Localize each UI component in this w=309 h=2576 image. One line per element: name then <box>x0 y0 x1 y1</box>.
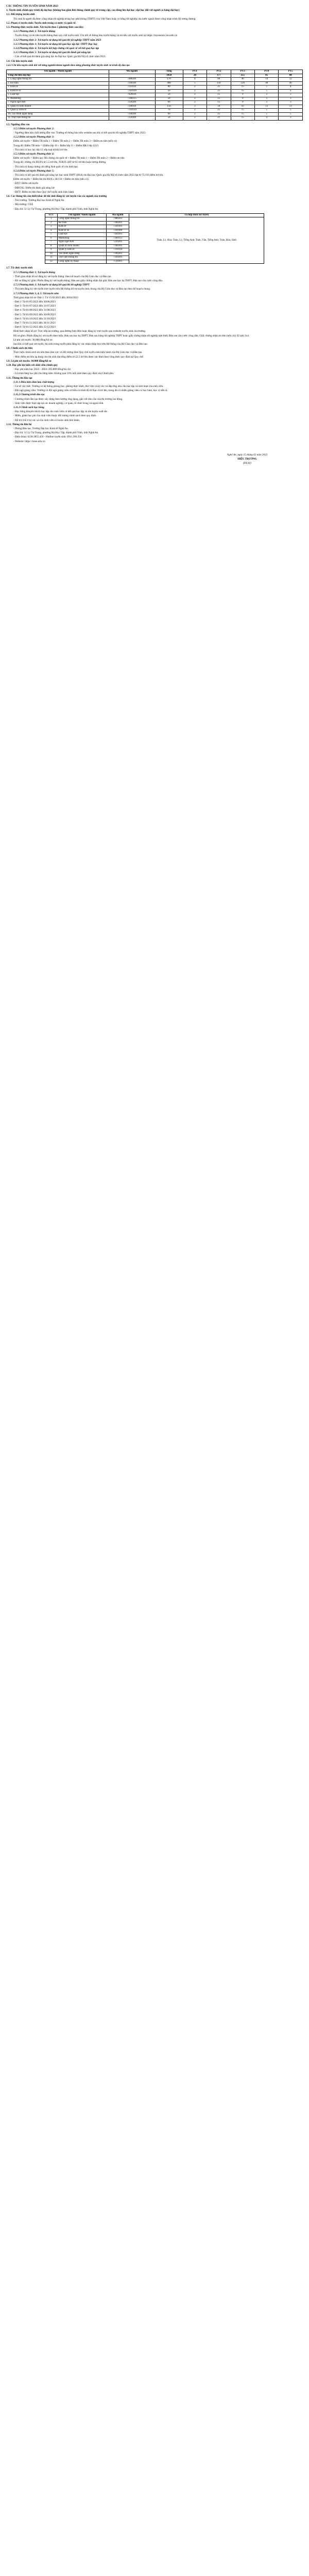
paragraph: - Đợt 2: Từ 01/05/2023 đến 30/06/2023 <box>13 300 56 303</box>
table-row <box>45 217 264 222</box>
table-cell: 3 <box>183 105 207 109</box>
quota-table <box>6 70 303 121</box>
section-1-4-heading: 1.4. Chỉ tiêu tuyển sinh <box>6 59 33 63</box>
paragraph: - Điện thoại: 0238.3855.456 - Hotline tuyển sinh: 0911.366.356 <box>13 435 82 439</box>
paragraph: 1.5.4 Điểm xét tuyển Phương thức 5: <box>13 169 55 173</box>
table-cell: 400 <box>155 81 183 86</box>
table-cell: 8. Quản trị kinh doanh <box>7 105 109 109</box>
paragraph: 1.7.3 Phương thức 3, 4, 5: Xét tuyển sớm <box>13 292 59 295</box>
table-cell: 25 <box>207 86 231 90</box>
quota-header-cell: PT5 <box>279 70 303 74</box>
section-1-8-body <box>6 350 303 359</box>
combination-header-cell: STT <box>45 213 57 217</box>
table-row <box>7 81 303 86</box>
table-cell: 5 <box>45 233 57 237</box>
table-cell: 7340301 <box>107 221 129 225</box>
table-cell: 7220201 <box>109 101 155 105</box>
paragraph: 1.11.3 Chính sách học bổng <box>13 406 44 410</box>
table-cell: 70 <box>155 109 183 113</box>
table-cell: 15 <box>207 101 231 105</box>
paragraph: - Mức điểm ưu tiên áp dụng cho thí sinh đạt tổng điểm từ 22,5 trở lên được xác định theo công thức quy định tại Quy chế. <box>13 355 144 359</box>
section-1-heading: 1. Tuyển sinh chính quy trình độ đại học (không bao gồm liên thông chính quy từ trung cấp, cao đẳng lên đại học; đại học đối với người có bằng đại học) <box>6 9 180 12</box>
paragraph: Lệ phí xét tuyển: 30.000 đồng/hồ sơ. <box>13 338 53 342</box>
paragraph: - Sinh viên được thực tập tại các doanh nghiệp, cơ quan, tổ chức trong và ngoài tỉnh. <box>13 401 104 405</box>
paragraph: - Đợt 8: Từ 01/12/2023 đến 25/12/2023 <box>13 326 56 329</box>
paragraph: - Thí sinh có học lực lớp 12 xếp loại từ khá trở lên. <box>13 148 68 151</box>
paragraph: - Cơ sở vật chất: Trường có hệ thống phòng học, phòng thực hành, thư viện và ký túc xá đáp ứng nhu cầu học tập và sinh hoạt của sinh viên. <box>13 385 164 388</box>
table-cell: 4 <box>45 229 57 233</box>
table-cell: 3 <box>279 116 303 121</box>
table-cell: 11 <box>45 256 57 260</box>
table-cell: 15 <box>231 86 254 90</box>
paragraph: - Địa chỉ: 51 Lý Tự Trọng, phường Hà Huy Tập, thành phố Vinh, tỉnh Nghệ An <box>13 207 98 211</box>
table-cell: Quản lý kinh tế <box>57 248 107 252</box>
table-cell: 2 <box>183 116 207 121</box>
quota-header-cell: PT1 <box>183 70 207 74</box>
paragraph: - Học bổng khuyến khích học tập cho sinh viên có kết quả học tập và rèn luyện xuất sắc. <box>13 410 108 414</box>
section-1-3-heading: 1.3. Phương thức tuyển sinh: Xét tuyển theo 5 phương thức sau đây: <box>6 26 84 29</box>
paragraph: - ĐĐGNL: Điểm thi đánh giá năng lực <box>13 186 55 190</box>
paragraph: - Website: https://naue.edu.vn <box>13 439 45 443</box>
combination-table-body <box>45 217 264 264</box>
paragraph: - Hồ sơ đăng ký gồm: Phiếu đăng ký xét tuyển thẳng; Bản sao giấy chứng nhận đạt giải; Bản sao học bạ THPT; Bản sao căn cước công dân. <box>13 279 163 282</box>
table-cell: 11. Thư viện thông tin <box>7 116 109 121</box>
table-cell: 1050 <box>155 74 183 78</box>
table-cell: 7340101 <box>107 244 129 248</box>
section-1-10-heading: 1.10. Học phí dự kiến với sinh viên chính quy <box>6 363 58 367</box>
section-1-12-body <box>6 427 303 444</box>
table-cell: Công nghệ thông tin <box>57 217 107 222</box>
table-cell: 120 <box>231 81 254 86</box>
paragraph: Thực hiện chính sách ưu tiên theo khu vực và đối tượng theo Quy chế tuyển sinh hiện hành của Bộ Giáo dục và Đào tạo. <box>13 351 143 354</box>
table-row <box>7 101 303 105</box>
table-cell: 50 <box>155 89 183 93</box>
section-1-5-heading: 1.5. Ngưỡng đầu vào <box>6 123 30 126</box>
paragraph: - Căn cứ kết quả thi đánh giá năng lực do Đại học Quốc gia Hà Nội tổ chức năm 2023. <box>13 55 106 59</box>
paragraph: 1.11.1 Điều kiện đảm bảo chất lượng <box>13 380 55 384</box>
table-cell: 3 <box>255 101 279 105</box>
table-cell: 80 <box>155 86 183 90</box>
table-cell: 5 <box>255 86 279 90</box>
quota-header-cell: Tổng <box>155 70 183 74</box>
table-cell: 13 <box>255 105 279 109</box>
table-cell: 7420101 <box>109 93 155 97</box>
paragraph: Điểm xét tuyển = Điểm bài thi HSA x 30/150 + Điểm ưu tiên (nếu có) <box>13 178 89 181</box>
paragraph: - Tên trường: Trường Đại học Kinh tế Nghệ An <box>13 199 64 202</box>
table-cell: 10 <box>45 252 57 256</box>
table-cell: Công nghệ kỹ thuật <box>57 260 107 264</box>
table-cell: 7220201 <box>107 241 129 245</box>
sign-place-date: Nghệ An, ngày 15 tháng 02 năm 2023 <box>227 453 268 456</box>
paragraph: 1.5.1 Điểm xét tuyển Phương thức 2: <box>13 127 55 130</box>
table-cell: 2 <box>45 221 57 225</box>
section-1-7-heading: 1.7. Tổ chức tuyển sinh <box>6 266 33 270</box>
table-cell: 13 <box>279 105 303 109</box>
paragraph: - Lộ trình tăng học phí cho từng năm: Không quá 10% mỗi năm theo quy định của Chính phủ. <box>13 372 114 376</box>
paragraph: - Đợt 5: Từ 01/09/2023 đến 30/09/2023 <box>13 313 56 316</box>
table-cell: Kinh tế <box>57 225 107 229</box>
table-cell: 15 <box>231 89 254 93</box>
combination-table-header <box>45 213 264 217</box>
table-cell: Quản trị kinh doanh <box>57 244 107 248</box>
table-cell: Kế toán <box>57 221 107 225</box>
paragraph: 1.3.1 Phương thức 1: Xét tuyển thẳng <box>13 30 56 33</box>
table-cell: 6. Marketing <box>7 97 109 101</box>
table-cell: 50 <box>155 116 183 121</box>
table-cell: 43 <box>231 105 254 109</box>
table-cell: 377 <box>207 74 231 78</box>
table-cell: Tổng chỉ tiêu đại học <box>7 74 109 78</box>
table-cell: 5 <box>183 81 207 86</box>
table-cell: 7310109 <box>109 89 155 93</box>
table-cell: 7340115 <box>109 97 155 101</box>
table-cell: Luật học <box>57 233 107 237</box>
table-cell: 7340201 <box>107 252 129 256</box>
paragraph: - Đợt 4: Từ 01/08/2023 đến 31/08/2023 <box>13 309 56 312</box>
table-cell: 85 <box>255 74 279 78</box>
section-1-1-heading: 1.1. Đối tượng tuyển sinh <box>6 13 35 16</box>
table-cell: 3 <box>279 101 303 105</box>
table-cell: 80 <box>279 74 303 78</box>
section-1-2-heading: 1.2. Phạm vi tuyển sinh: Tuyển sinh trong cả nước và quốc tế. <box>6 21 76 25</box>
section-1-7-body <box>6 270 303 347</box>
paragraph: 1.7.2 Phương thức 2: Xét tuyển sử dụng kết quả thi tốt nghiệp THPT <box>13 283 90 287</box>
table-cell: 7340101 <box>109 105 155 109</box>
table-cell: 8 <box>45 244 57 248</box>
table-row <box>7 112 303 116</box>
table-cell: 2 <box>183 112 207 116</box>
table-cell: 9 <box>231 97 254 101</box>
table-cell: 15 <box>207 97 231 101</box>
table-cell: 7510301 <box>107 260 129 264</box>
paragraph: 1.7.1 Phương thức 1: Xét tuyển thẳng <box>13 270 56 274</box>
table-cell: 15 <box>231 112 254 116</box>
sign-name: (Đã ký) <box>243 462 251 465</box>
section-1-5-body <box>6 127 303 194</box>
paragraph: - Đợt 3: Từ 01/07/2023 đến 31/07/2023 <box>13 304 56 308</box>
table-cell: 7320201 <box>109 116 155 121</box>
table-cell: 12 <box>45 260 57 264</box>
paragraph: - Hỗ trợ chỗ ở ký túc xá cho sinh viên có hoàn cảnh khó khăn. <box>13 418 80 422</box>
table-cell: 25 <box>207 109 231 113</box>
paragraph: - Đợt 7: Từ 01/11/2023 đến 30/11/2023 <box>13 321 56 325</box>
paragraph: - Thời gian nhận hồ sơ đăng ký xét tuyển thẳng: theo kế hoạch của Bộ Giáo dục và Đào tạo. <box>13 275 112 278</box>
table-row <box>7 93 303 97</box>
section-1-1-body <box>6 17 303 21</box>
table-cell: 4 <box>183 78 207 82</box>
table-cell: 7420101 <box>107 233 129 237</box>
table-cell: 2 <box>183 109 207 113</box>
combination-header-cell: Mã ngành <box>107 213 129 217</box>
table-cell: 7340201 <box>109 112 155 116</box>
table-cell: 2 <box>183 89 207 93</box>
paragraph: - ĐƯT: Điểm ưu tiên theo Quy chế tuyển sinh hiện hành. <box>13 190 75 194</box>
table-cell: 3 <box>45 225 57 229</box>
paragraph: - Ngưỡng đảm bảo chất lượng đầu vào: Trường sẽ thông báo trên website sau khi có kết quả thi tốt nghiệp THPT năm 2023. <box>13 131 146 134</box>
section-1-12-heading: 1.12. Thông tin liên hệ <box>6 422 32 426</box>
table-cell: 2 <box>183 101 207 105</box>
table-row <box>7 97 303 101</box>
paragraph: - Địa chỉ: 51 Lý Tự Trọng, phường Hà Huy Tập, thành phố Vinh, tỉnh Nghệ An <box>13 431 98 435</box>
table-cell: 2 <box>183 86 207 90</box>
table-cell: 56 <box>207 105 231 109</box>
table-cell: Thư viện thông tin <box>57 256 107 260</box>
table-row <box>7 78 303 82</box>
table-cell: 12 <box>279 78 303 82</box>
table-cell: 6 <box>45 236 57 241</box>
section-1-6-body <box>6 198 303 211</box>
table-row <box>7 86 303 90</box>
quota-header-cell: PT3 <box>231 70 254 74</box>
table-cell: 40 <box>231 78 254 82</box>
table-row <box>7 109 303 113</box>
paragraph: Trong đó: chứng chỉ IELTS từ 5.5 trở lên, TOEFL iBT từ 65 trở lên hoặc tương đương. <box>13 161 107 164</box>
table-cell: 14 <box>255 78 279 82</box>
document <box>0 0 309 465</box>
section-1-3-body <box>6 29 303 59</box>
section-1-8-heading: 1.8. Chính sách ưu tiên <box>6 347 32 350</box>
sign-role: HIỆU TRƯỞNG <box>237 457 257 461</box>
section-1-10-body <box>6 367 303 376</box>
table-cell: 9 <box>231 93 254 97</box>
table-cell: Kinh tế số <box>57 229 107 233</box>
paragraph: Trong đó: Điểm TB môn = (Điểm lớp 10 + Điểm lớp 11 + Điểm HK1 lớp 12)/3 <box>13 144 99 147</box>
section-1-6-heading: 1.6. Các thông tin cần thiết khác để thí sinh đăng ký xét tuyển vào các ngành của trường <box>6 195 107 198</box>
table-row <box>7 105 303 109</box>
table-cell: 40 <box>255 81 279 86</box>
table-cell: 7340115 <box>107 236 129 241</box>
paragraph: 1.5.3 Điểm xét tuyển Phương thức 4: <box>13 152 55 156</box>
paragraph: - Chương trình đào tạo được xây dựng theo hướng ứng dụng, gắn với nhu cầu của thị trường lao động. <box>13 397 123 401</box>
quota-header-cell: PT2 <box>207 70 231 74</box>
combination-header-cell: Tổ hợp môn xét tuyển <box>129 213 264 217</box>
table-cell: 7 <box>45 241 57 245</box>
table-cell: 21 <box>207 116 231 121</box>
table-cell: 150 <box>207 81 231 86</box>
combination-table <box>45 213 264 264</box>
paragraph: - Thí sinh sử dụng chứng chỉ tiếng Anh quốc tế còn thời hạn. <box>13 165 79 168</box>
table-cell: 5 <box>279 109 303 113</box>
table-cell <box>109 74 155 78</box>
table-cell: 9. Quản lý kinh tế <box>7 109 109 113</box>
table-cell: 2 <box>183 93 207 97</box>
paragraph: - Đợt 6: Từ 01/10/2023 đến 31/10/2023 <box>13 317 56 320</box>
table-cell: 5. Luật học <box>7 93 109 97</box>
table-cell: Ngôn ngữ Anh <box>57 241 107 245</box>
table-cell: 3 <box>255 97 279 101</box>
subject-combination-cell: Toán, Lý, Hóa; Toán, Lý, Tiếng Anh; Toán, Văn, Tiếng Anh; Toán, Hóa, Sinh <box>129 217 264 264</box>
table-cell: 2. Kế toán <box>7 81 109 86</box>
table-cell: 4 <box>279 89 303 93</box>
table-cell: 25 <box>207 89 231 93</box>
section-1-4-subheading: 1.4.1 Chỉ tiêu tuyển sinh đối với từng ngành/nhóm ngành theo từng phương thức tuyển sinh và trình độ đào tạo <box>6 63 130 67</box>
paragraph: 1.3.3 Phương thức 3: Xét tuyển sử dụng kết quả học tập bậc THPT (học bạ) <box>13 42 97 46</box>
table-cell: 10. Tài chính ngân hàng <box>7 112 109 116</box>
section-1-9-heading: 1.9. Lệ phí xét tuyển: 30.000 đồng/hồ sơ <box>6 359 52 363</box>
table-cell: 7310101 <box>109 86 155 90</box>
quota-table-body <box>7 74 303 120</box>
table-cell: 9 <box>45 248 57 252</box>
table-cell: 7340301 <box>109 81 155 86</box>
paragraph: - Học phí năm học 2023 - 2024: 295.000 đồng/tín chỉ. <box>13 368 72 371</box>
paragraph: Hồ sơ gồm: Phiếu đăng ký xét tuyển theo mẫu; Bản sao học bạ THPT; Bản sao bằng tốt nghiệp THPT hoặc giấy chứng nhận tốt nghiệp tạm thời; Bản sao căn cước công dân; Giấy chứng nhận ưu tiên (nếu có); 02 ảnh 3x4. <box>13 334 250 337</box>
table-cell: 7310101 <box>107 225 129 229</box>
table-row <box>7 74 303 78</box>
table-cell: 7. Ngôn ngữ Anh <box>7 101 109 105</box>
paragraph: - Tuyển thẳng và ưu tiên tuyển thẳng theo quy chế tuyển sinh: Chi tiết về thông báo tuyển thẳng và ưu tiên xét tuyển xem tại https://tuyensinh.vnu.edu.vn <box>13 34 178 38</box>
table-cell: 15 <box>207 93 231 97</box>
table-cell: 7310109 <box>107 229 129 233</box>
table-cell: 3. Kinh tế <box>7 86 109 90</box>
table-cell: 9 <box>231 101 254 105</box>
paragraph: - Thí sinh đăng ký xét tuyển trực tuyến trên Hệ thống hỗ trợ tuyển sinh chung của Bộ Giáo dục và Đào tạo theo kế hoạch chung. <box>13 287 151 291</box>
paragraph: - Miễn, giảm học phí cho sinh viên thuộc đối tượng chính sách theo quy định. <box>13 414 97 418</box>
table-cell: 7310110 <box>109 109 155 113</box>
table-cell: 4. Kinh tế số <box>7 89 109 93</box>
paragraph: Điểm xét tuyển = Điểm quy đổi chứng chỉ quốc tế + Điểm TB môn 1 + Điểm TB môn 2 + Điểm ưu tiên <box>13 157 125 160</box>
section-1-11-heading: 1.11. Thông tin đào tạo <box>6 376 32 380</box>
quota-header-cell: Mã ngành <box>109 70 155 74</box>
quota-header-cell: Tên ngành / Nhóm ngành <box>7 70 109 74</box>
table-cell: 1 <box>45 217 57 222</box>
paragraph: 1.3.2 Phương thức 2: Xét tuyển sử dụng kết quả thi tốt nghiệp THPT năm 2023 <box>13 38 101 42</box>
table-row <box>7 116 303 121</box>
paragraph: Hình thức nhận hồ sơ: Trực tiếp tại trường, qua đường bưu điện hoặc đăng ký trực tuyến qua website tuyển sinh của trường. <box>13 330 146 333</box>
table-cell: 5 <box>255 112 279 116</box>
signature-block <box>192 453 303 466</box>
paragraph: - ĐXT: Điểm xét tuyển <box>13 182 39 185</box>
table-cell: 150 <box>155 105 183 109</box>
document-title: CÁC THÔNG TIN TUYỂN SINH NĂM 2023 <box>6 5 58 8</box>
table-cell: 7310110 <box>107 248 129 252</box>
table-row <box>7 89 303 93</box>
table-cell: 60 <box>207 78 231 82</box>
table-cell: 2 <box>183 97 207 101</box>
table-cell: 5 <box>279 112 303 116</box>
paragraph: 1.3.4 Phương thức 4: Xét tuyển kết hợp chứng chỉ quốc tế với kết quả học tập <box>13 47 99 50</box>
table-cell: 5 <box>255 109 279 113</box>
paragraph: - Mã trường: CEA <box>13 203 33 207</box>
table-cell: 25 <box>207 112 231 116</box>
paragraph: - Phòng Đào tạo, Trường Đại học Kinh tế Nghệ An <box>13 427 68 431</box>
table-cell: 60 <box>155 101 183 105</box>
paragraph: Điểm xét tuyển = Điểm TB môn 1 + Điểm TB môn 2 + Điểm TB môn 3 + Điểm ưu tiên (nếu có) <box>13 140 117 143</box>
table-cell: 1. Công nghệ thông tin <box>7 78 109 82</box>
table-cell: 60 <box>155 112 183 116</box>
table-cell: Marketing <box>57 236 107 241</box>
table-cell: 7480201 <box>107 217 129 222</box>
table-cell: 40 <box>279 81 303 86</box>
table-cell: 15 <box>231 109 254 113</box>
table-cell: 20 <box>183 74 207 78</box>
quota-header-cell: PT4 <box>255 70 279 74</box>
table-cell: 7480201 <box>109 78 155 82</box>
table-cell: 50 <box>155 97 183 101</box>
paragraph: 1.5.2 Điểm xét tuyển Phương thức 3: <box>13 135 55 139</box>
paragraph: 1.3.5 Phương thức 5: Xét tuyển sử dụng kết quả thi đánh giá năng lực <box>13 51 91 55</box>
paragraph: - Đội ngũ giảng viên: Trường có đội ngũ giảng viên cơ hữu có trình độ từ thạc sĩ trở lên, trong đó có nhiều giảng viên có học hàm, học vị tiến sĩ. <box>13 389 168 393</box>
table-cell: Tài chính ngân hàng <box>57 252 107 256</box>
paragraph: Thí sinh là người đã được công nhận tốt nghiệp trung học phổ thông (THPT) của Việt Nam hoặc có bằng tốt nghiệp của nước ngoài được công nhận trình độ tương đương. <box>13 17 196 21</box>
table-cell: 170 <box>155 78 183 82</box>
table-cell: 3 <box>279 93 303 97</box>
paragraph: Thời gian nhận hồ sơ: Đợt 1: Từ 15/02/2023 đến 30/04/2023 <box>13 296 78 299</box>
table-cell: 255 <box>231 74 254 78</box>
table-cell: 3 <box>255 93 279 97</box>
table-cell: 15 <box>231 116 254 121</box>
paragraph: Sau khi có kết quả xét tuyển, thí sinh trúng tuyển phải đăng ký xác nhận nhập học trên Hệ thống của Bộ Giáo dục và Đào tạo. <box>13 342 148 346</box>
table-cell: 50 <box>155 93 183 97</box>
paragraph: 1.11.2 Chương trình đào tạo <box>13 393 45 397</box>
combination-header-cell: Tên ngành/ Nhóm ngành <box>57 213 107 217</box>
quota-table-header <box>7 70 303 74</box>
table-cell: 3 <box>279 97 303 101</box>
table-cell: 5 <box>255 89 279 93</box>
table-cell: 4 <box>255 116 279 121</box>
paragraph: - Thí sinh có kết quả thi đánh giá năng lực học sinh THPT (HSA) do Đại học Quốc gia Hà Nội tổ chức năm 2023 đạt từ 75/150 điểm trở lên. <box>13 173 164 177</box>
table-cell: 7320201 <box>107 256 129 260</box>
section-1-11-body <box>6 380 303 422</box>
table-cell: 4 <box>279 86 303 90</box>
